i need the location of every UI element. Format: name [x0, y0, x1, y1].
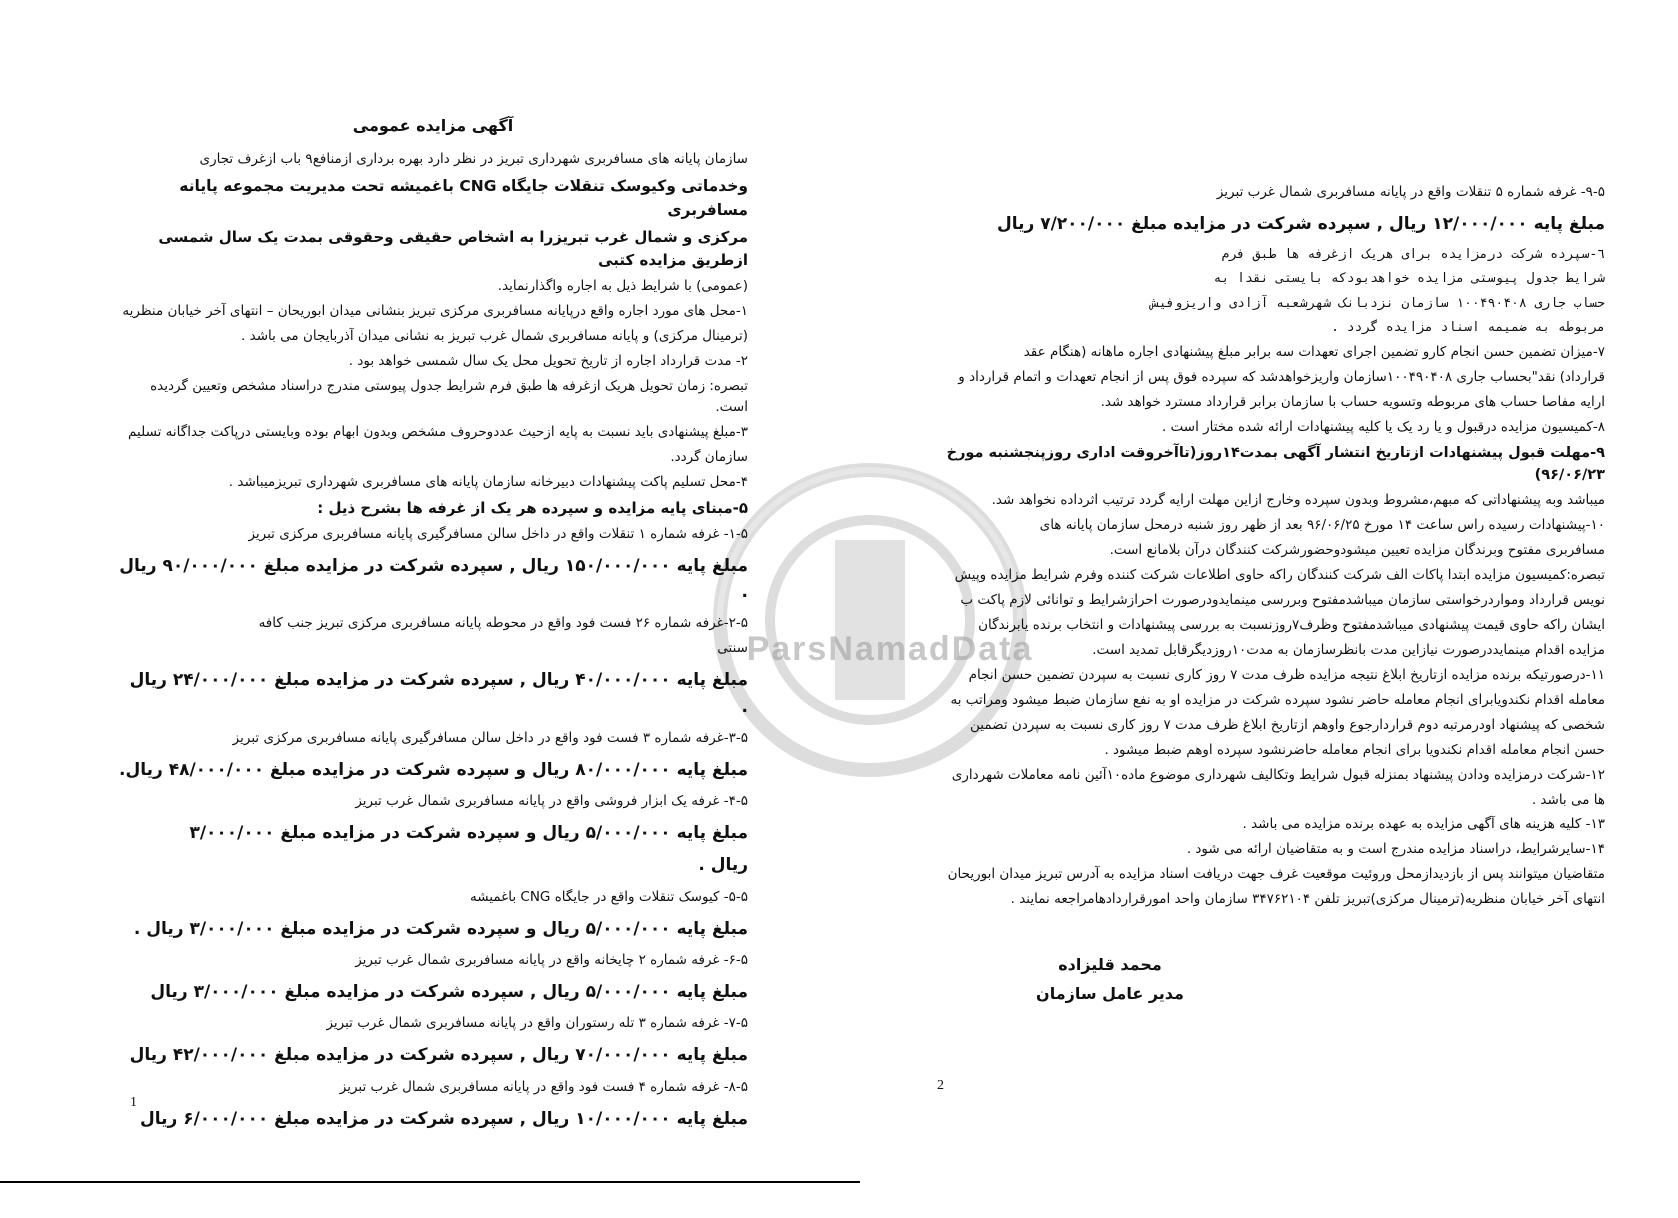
paragraph-line: ۱-محل های مورد اجاره واقع درپایانه مسافربری مرکزی تبریز بنشانی میدان ابوریحان – انتهای آخر خیابان منظریه — [122, 303, 748, 320]
paragraph-line: انتهای آخر خیابان منظریه(ترمینال مرکزی)تبریز تلفن ۳۴۷۶۲۱۰۴ سازمان واحد امورقراردادهامراجعه نمایند . — [1010, 891, 1605, 908]
paragraph-line: متقاضیان میتوانند پس از بازدیدازمحل وروئیت موقعیت غرف جهت دریافت اسناد مزایده به آدرس تبریز میدان ابوریحان — [947, 866, 1605, 883]
paragraph-line: ۴-محل تسلیم پاکت پیشنهادات دبیرخانه سازمان پایانه های مسافربری شهرداری تبریزمیباشد . — [228, 473, 748, 490]
paragraph-line: ایشان راکه حاوی قیمت پیشنهادی میباشدمفتوح وظرف۷روزنسبت به بررسی پیشنهادات و انتخاب برنده یابرندگان — [978, 617, 1605, 634]
paragraph-line: شرایط جدول پیوستی مزایده خواهدبودکه بایستی نقدا به — [1213, 271, 1605, 287]
item-line: ۱-۵- غرفه شماره ۱ تنقلات واقع در داخل سالن مسافرگیری پایانه مسافربری مرکزی تبریز — [248, 525, 748, 542]
paragraph-line: ارایه مفاصا حساب های مربوطه وتسویه حساب با سازمان برابر قرارداد مسترد خواهد شد. — [1100, 393, 1605, 410]
paragraph-line: شخصی که پیشنهاد اودرمرتبه دوم قراردارجوع واوهم ازتاریخ ابلاغ ظرف مدت ۷ روز کاری نسبت به سپردن تضمین — [970, 716, 1605, 733]
price-line: مبلغ پایه ۵/۰۰۰/۰۰۰ ریال و سپرده شرکت در مزایده مبلغ ۳/۰۰۰/۰۰۰ ریال . — [133, 918, 748, 939]
price-line: مبلغ پایه ۱۰/۰۰۰/۰۰۰ ریال , سپرده شرکت در مزایده مبلغ ۶/۰۰۰/۰۰۰ ریال — [139, 1108, 748, 1129]
paragraph-line: سازمان گردد. — [670, 448, 748, 465]
price-line: مبلغ پایه ۴۰/۰۰۰/۰۰۰ ریال , سپرده شرکت در مزایده مبلغ ۲۴/۰۰۰/۰۰۰ ریال . — [129, 670, 748, 717]
signature-name: محمد قلیزاده — [1058, 955, 1162, 974]
paragraph-line: (ترمینال مرکزی) و پایانه مسافربری شمال غرب تبریز به نشانی میدان آذربایجان می باشد . — [241, 328, 748, 345]
price-line: مبلغ پایه ۷۰/۰۰۰/۰۰۰ ریال , سپرده شرکت در مزایده مبلغ ۴۲/۰۰۰/۰۰۰ ریال — [129, 1045, 748, 1066]
item-line: ۴-۵- غرفه یک ابزار فروشی واقع در پایانه مسافربری شمال غرب تبریز — [355, 793, 748, 810]
paragraph-line: معامله اقدام نکندویابرای انجام معامله حاضر نشود سپرده شرکت در مزایده او به نفع سازمان ضبط میشود ومراتب به — [950, 691, 1605, 708]
paragraph-line: حساب جاری ۱۰۰۴۹۰۴۰۸ سازمان نزدبانک شهرشعبه آزادی واریزوفیش — [1151, 295, 1605, 311]
price-line: ریال . — [698, 855, 748, 876]
price-line: مبلغ پایه ۱۲/۰۰۰/۰۰۰ ریال , سپرده شرکت در مزایده مبلغ ۷/۲۰۰/۰۰۰ ریال — [996, 213, 1605, 234]
paragraph-line: ۱۲-شرکت درمزایده ودادن پیشنهاد بمنزله قبول شرایط وتکالیف شهرداری موضوع ماده۱۰آئین نامه معاملات شهرداری — [951, 766, 1605, 783]
paragraph-line: ۳-مبلغ پیشنهادی باید نسبت به پایه ازحیث عددوحروف مشخص وبدون ابهام بوده وبایستی درپاکت جداگانه تسلیم — [128, 423, 748, 440]
price-line: مبلغ پایه ۱۵۰/۰۰۰/۰۰۰ ریال , سپرده شرکت در مزایده مبلغ ۹۰/۰۰۰/۰۰۰ ریال . — [119, 555, 748, 603]
paragraph-line: مرکزی و شمال غرب تبریزرا به اشخاص حقیقی وحقوقی بمدت یک سال شمسی ازطریق مزایده کتبی — [158, 227, 748, 269]
paragraph-line: ۷-میزان تضمین حسن انجام کارو تضمین اجرای تعهدات سه برابر مبلغ پیشنهادی اجاره ماهانه (هنگام عقد — [1023, 343, 1605, 360]
paragraph-line: سازمان پایانه های مسافربری شهرداری تبریز در نظر دارد بهره برداری ازمنافع۹ باب ازغرف تجاری — [199, 150, 748, 167]
paragraph-line: مربوطه به ضمیمه اسناد مزایده گردد . — [1331, 319, 1605, 335]
item-line: ۳-۵-غرفه شماره ۳ فست فود واقع در داخل سالن مسافرگیری پایانه مسافربری مرکزی تبریز — [232, 729, 748, 746]
section-heading: ۵-مبنای پایه مزایده و سپرده هر یک از غرفه ها بشرح ذیل : — [317, 498, 748, 517]
item-line: ۶-۵- غرفه شماره ۲ چایخانه واقع در پایانه مسافربری شمال غرب تبریز — [355, 952, 748, 969]
page-2 — [925, 180, 1605, 912]
watermark-text: ParsNamadData — [746, 630, 1034, 668]
deadline-line: ۹-مهلت قبول پیشنهادات ازتاریخ انتشار آگهی بمدت۱۴روز(تاآخروقت اداری روزپنجشنبه مورخ ۹۶/۰۶/۲۳) — [946, 444, 1605, 483]
price-line: مبلغ پایه ۵/۰۰۰/۰۰۰ ریال و سپرده شرکت در مزایده مبلغ ۳/۰۰۰/۰۰۰ — [189, 823, 748, 844]
signature-title: مدیر عامل سازمان — [1036, 984, 1184, 1003]
paragraph-line: ۱۱-درصورتیکه برنده مزایده ازتاریخ ابلاغ نتیجه مزایده ظرف مدت ۷ روز کاری نسبت به سپردن تضمین حسن انجام — [968, 666, 1605, 683]
paragraph-line: تبصره: زمان تحویل هریک ازغرفه ها طبق فرم شرایط جدول پیوستی مندرج دراسناد مشخص وتعیین گردیده است. — [150, 377, 748, 415]
price-line: مبلغ پایه ۵/۰۰۰/۰۰۰ ریال , سپرده شرکت در مزایده مبلغ ۳/۰۰۰/۰۰۰ ریال — [150, 982, 748, 1002]
paragraph-line: میباشد وبه پیشنهاداتی که مبهم،مشروط وبدون سپرده وخارج ازاین مهلت ارایه گردد ترتیب اثرداده نخواهد شد. — [991, 492, 1605, 509]
paragraph-line: نویس قرارداد ومواردرخواستی سازمان میباشدمفتوح وبررسی مینمایدودرصورت احرازشرایط و توانائی لازم پاکت ب — [960, 592, 1605, 609]
paragraph-line: ۲- مدت قرارداد اجاره از تاریخ تحویل محل یک سال شمسی خواهد بود . — [348, 353, 748, 370]
paragraph-line: قرارداد) نقد"بحساب جاری ۱۰۰۴۹۰۴۰۸سازمان واریزخواهدشد که سپرده فوق پس از انجام تعهدات و اتمام قرارداد و — [958, 368, 1605, 385]
item-line: ۷-۵- غرفه شماره ۳ تله رستوران واقع در پایانه مسافربری شمال غرب تبریز — [326, 1015, 748, 1032]
paragraph-line: مسافربری مفتوح وبرندگان مزایده تعیین میشودوحضورشرکت کنندگان درآن بلامانع است. — [1109, 542, 1605, 559]
page-1 — [118, 112, 748, 1138]
item-line: ۸-۵- غرفه شماره ۴ فست فود واقع در پایانه مسافربری شمال غرب تبریز — [339, 1078, 748, 1095]
price-line: مبلغ پایه ۸۰/۰۰۰/۰۰۰ ریال و سپرده شرکت در مزایده مبلغ ۴۸/۰۰۰/۰۰۰ ریال. — [119, 759, 748, 780]
item-line: ۲-۵-غرفه شماره ۲۶ فست فود واقع در محوطه پایانه مسافربری مرکزی تبریز جنب کافه — [258, 615, 748, 632]
paragraph-line: ۸-کمیسیون مزایده درقبول و یا رد یک یا کلیه پیشنهادات ارائه شده مختار است . — [1161, 418, 1605, 435]
paragraph-line: ۱۰-پیشنهادات رسیده راس ساعت ۱۴ مورخ ۹۶/۰۶/۲۵ بعد از ظهر روز شنبه درمحل سازمان پایانه های — [1039, 517, 1605, 534]
paragraph-line: تبصره:کمیسیون مزایده ابتدا پاکات الف شرکت کنندگان راکه حاوی اطلاعات شرکت کننده وفرم شرایط مزایده وپیش — [954, 567, 1605, 584]
paragraph-line: ٦-سپرده شرکت درمزایده برای هریک ازغرفه ها طبق فرم — [1221, 247, 1605, 263]
paragraph-line: وخدماتی وکیوسک تنقلات جایگاه CNG باغمیشه تحت مدیریت مجموعه پایانه مسافربری — [179, 176, 748, 219]
page-title: آگهی مزایده عمومی — [352, 116, 514, 135]
paragraph-line: حسن انجام معامله اقدام نکندویا برای انجام معامله حاضرنشود سپرده اوهم ضبط میشود . — [1104, 741, 1605, 758]
page-number-2: 2 — [937, 1078, 944, 1093]
paragraph-line: ۱۳- کلیه هزینه های آگهی مزایده به عهده برنده مزایده می باشد . — [1242, 816, 1605, 833]
paragraph-line: ۱۴-سایرشرایط، دراسناد مزایده مندرج است و به متقاضیان ارائه می شود . — [1186, 841, 1605, 858]
page-number-1: 1 — [130, 1095, 137, 1110]
item-line: ۹-۵- غرفه شماره ۵ تنقلات واقع در پایانه مسافربری شمال غرب تبریز — [1216, 184, 1605, 200]
paragraph-line: ها می باشد . — [1531, 791, 1605, 808]
item-line: ۵-۵- کیوسک تنقلات واقع در جایگاه CNG باغمیشه — [470, 888, 748, 905]
bottom-rule — [0, 1181, 860, 1183]
item-line: سنتی — [717, 640, 748, 657]
signature-block — [1010, 955, 1210, 1003]
paragraph-line: مزایده اقدام مینمایددرصورت نیازاین مدت بانظرسازمان به مدت۱۰روزدیگرقابل تمدید است. — [1092, 641, 1605, 658]
paragraph-line: (عمومی) با شرایط ذیل به اجاره واگذارنماید. — [497, 278, 748, 295]
